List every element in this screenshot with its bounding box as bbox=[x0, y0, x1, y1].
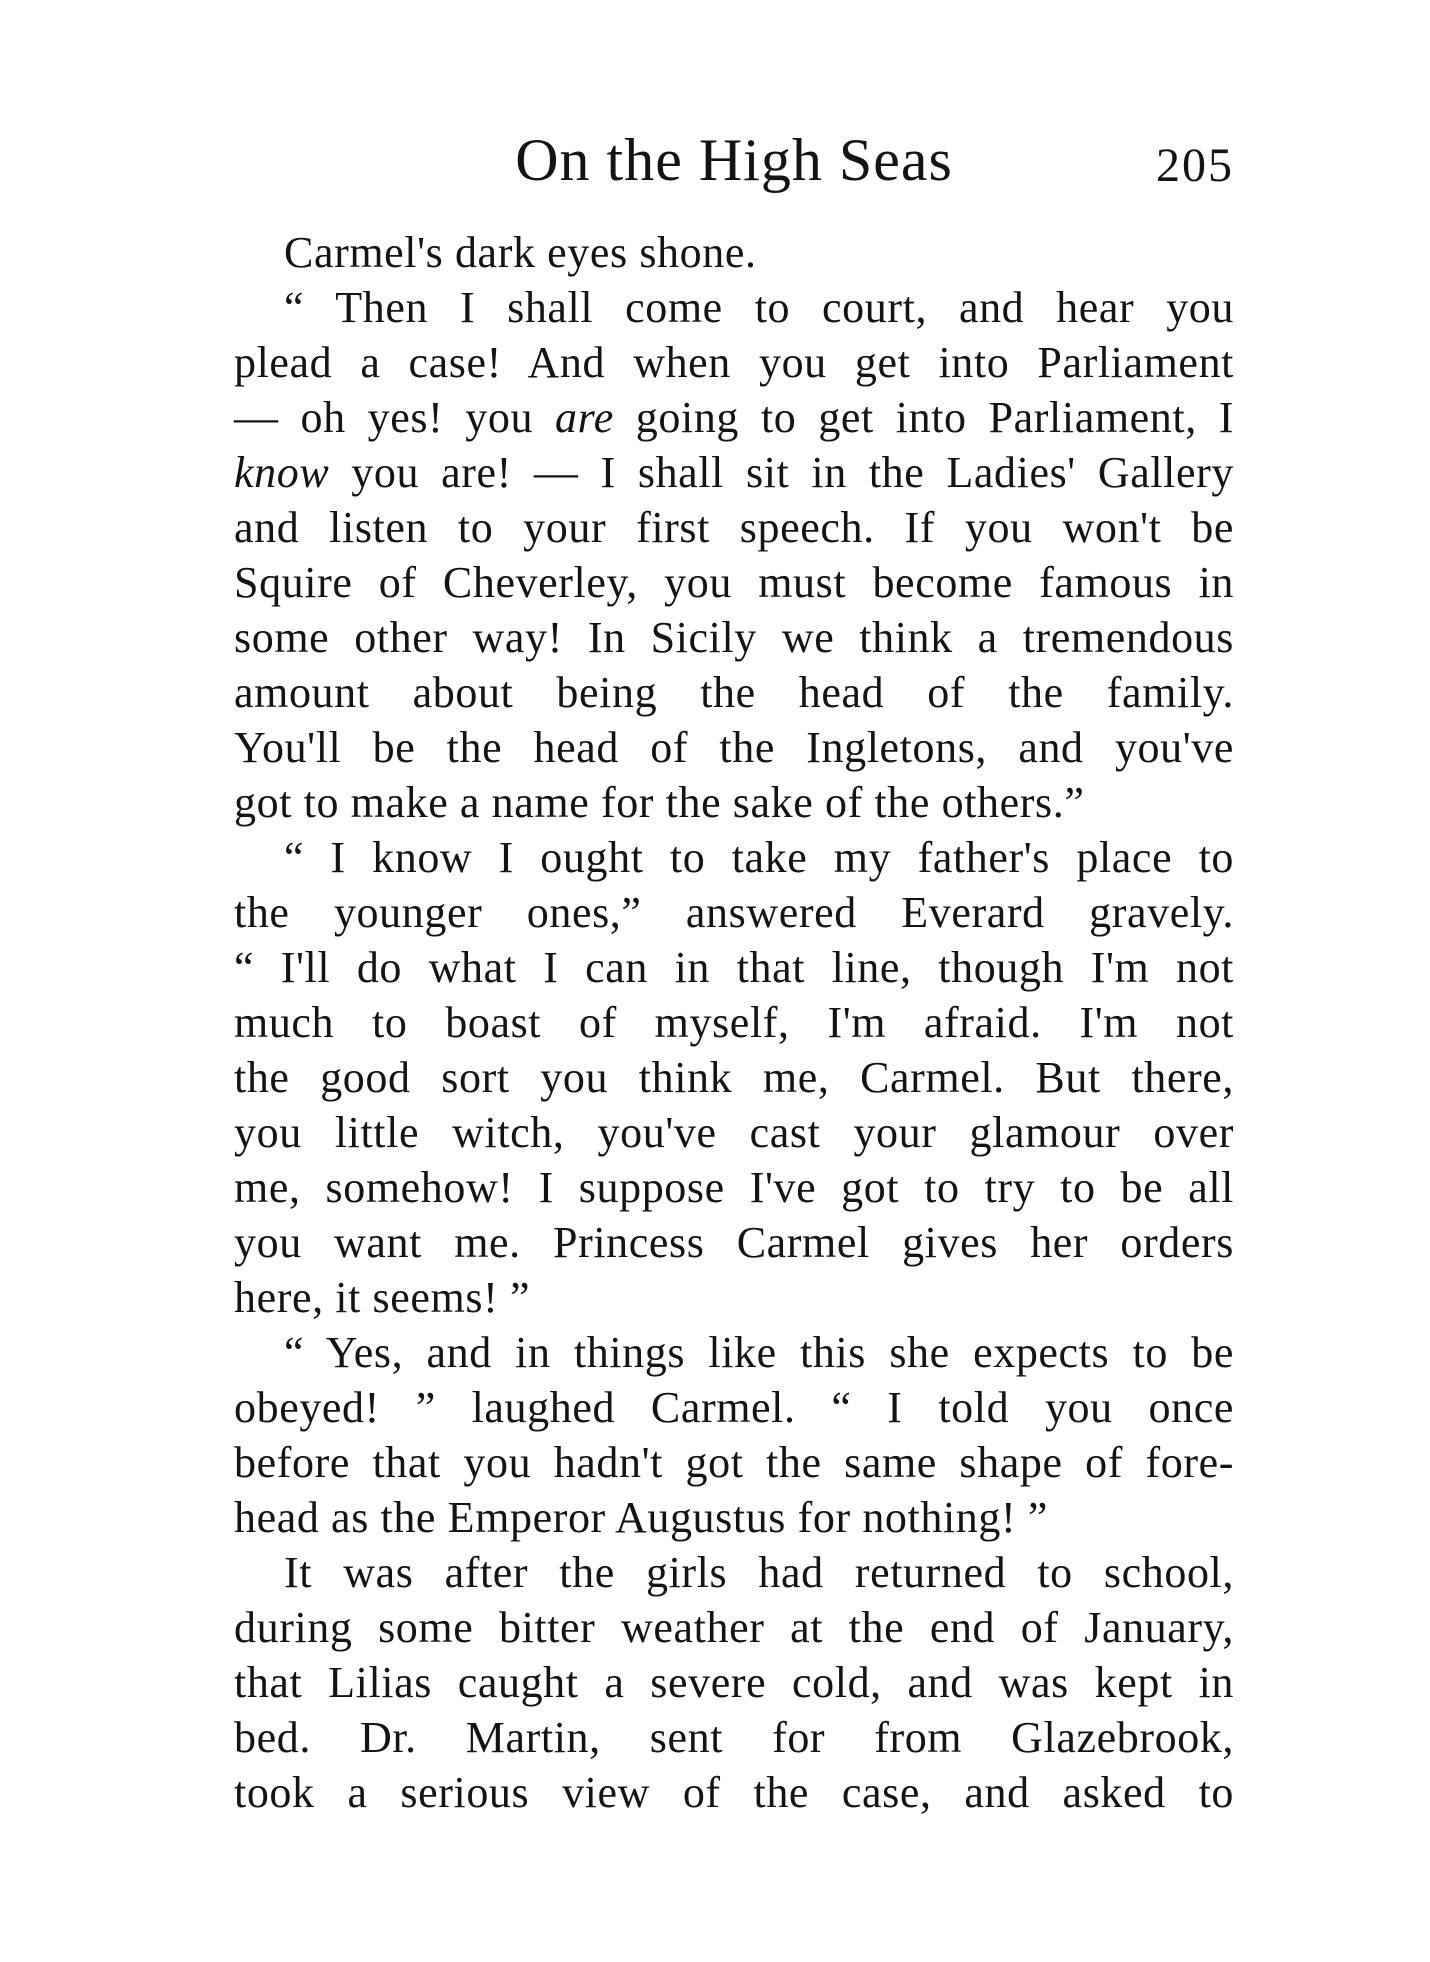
text-segment: you are! — I shall sit in the Ladies' Gallery bbox=[329, 448, 1234, 497]
text-line bbox=[234, 720, 1234, 775]
text-line bbox=[234, 1655, 1234, 1710]
text-segment: that Lilias caught a severe cold, and was kept in bbox=[234, 1658, 1234, 1707]
text-line bbox=[234, 1105, 1234, 1160]
text-line bbox=[234, 1380, 1234, 1435]
text-segment: plead a case! And when you get into Parliament bbox=[234, 338, 1234, 387]
text-line bbox=[234, 555, 1234, 610]
text-segment: “ Then I shall come to court, and hear you bbox=[284, 283, 1234, 332]
text-segment: obeyed! ” laughed Carmel. “ I told you once bbox=[234, 1383, 1234, 1432]
text-segment: you want me. Princess Carmel gives her orders bbox=[234, 1218, 1234, 1267]
text-line bbox=[234, 445, 1234, 500]
text-segment: and listen to your first speech. If you won't be bbox=[234, 503, 1234, 552]
text-segment: “ I'll do what I can in that line, though I'm not bbox=[234, 943, 1234, 992]
text-segment: head as the Emperor Augustus for nothing! ” bbox=[234, 1493, 1048, 1542]
text-segment: some other way! In Sicily we think a tremendous bbox=[234, 613, 1234, 662]
text-segment: Squire of Cheverley, you must become famous in bbox=[234, 558, 1234, 607]
text-segment: before that you hadn't got the same shape of fore- bbox=[234, 1438, 1234, 1487]
text-line bbox=[234, 390, 1234, 445]
text-segment: amount about being the head of the family. bbox=[234, 668, 1234, 717]
text-segment: during some bitter weather at the end of January, bbox=[234, 1603, 1234, 1652]
text-segment: got to make a name for the sake of the others.” bbox=[234, 778, 1085, 827]
text-line bbox=[234, 1270, 1234, 1325]
text-line bbox=[234, 995, 1234, 1050]
text-line bbox=[234, 500, 1234, 555]
text-line bbox=[234, 610, 1234, 665]
text-segment: You'll be the head of the Ingletons, and you've bbox=[234, 723, 1234, 772]
text-line bbox=[234, 775, 1234, 830]
running-head bbox=[234, 120, 1234, 200]
text-line bbox=[234, 335, 1234, 390]
text-segment: the good sort you think me, Carmel. But there, bbox=[234, 1053, 1234, 1102]
italic-text: know bbox=[234, 448, 330, 497]
text-line bbox=[234, 665, 1234, 720]
text-segment: me, somehow! I suppose I've got to try to be all bbox=[234, 1163, 1234, 1212]
text-segment: going to get into Parliament, I bbox=[613, 393, 1234, 442]
text-segment: Carmel's dark eyes shone. bbox=[284, 228, 757, 277]
text-line bbox=[234, 1325, 1234, 1380]
text-line bbox=[234, 225, 1234, 280]
text-segment: here, it seems! ” bbox=[234, 1273, 531, 1322]
text-line bbox=[234, 1160, 1234, 1215]
text-line bbox=[234, 1765, 1234, 1820]
running-title: On the High Seas bbox=[515, 127, 953, 193]
text-line bbox=[234, 1490, 1234, 1545]
text-line bbox=[234, 1215, 1234, 1270]
text-segment: — oh yes! you bbox=[234, 393, 556, 442]
text-line bbox=[234, 1435, 1234, 1490]
body-text bbox=[234, 225, 1234, 1820]
text-line bbox=[234, 1600, 1234, 1655]
page-number: 205 bbox=[1156, 139, 1234, 192]
text-segment: “ I know I ought to take my father's place to bbox=[284, 833, 1234, 882]
text-line bbox=[234, 1710, 1234, 1765]
text-segment: much to boast of myself, I'm afraid. I'm not bbox=[234, 998, 1234, 1047]
text-segment: you little witch, you've cast your glamour over bbox=[234, 1108, 1234, 1157]
text-line bbox=[234, 940, 1234, 995]
text-segment: “ Yes, and in things like this she expects to be bbox=[284, 1328, 1234, 1377]
text-segment: took a serious view of the case, and asked to bbox=[234, 1768, 1234, 1817]
text-segment: It was after the girls had returned to school, bbox=[284, 1548, 1234, 1597]
italic-text: are bbox=[555, 393, 614, 442]
text-line bbox=[234, 280, 1234, 335]
text-segment: the younger ones,” answered Everard gravely. bbox=[234, 888, 1234, 937]
text-line bbox=[234, 1050, 1234, 1105]
text-segment: bed. Dr. Martin, sent for from Glazebrook, bbox=[234, 1713, 1234, 1762]
text-line bbox=[234, 1545, 1234, 1600]
text-line bbox=[234, 885, 1234, 940]
text-line bbox=[234, 830, 1234, 885]
